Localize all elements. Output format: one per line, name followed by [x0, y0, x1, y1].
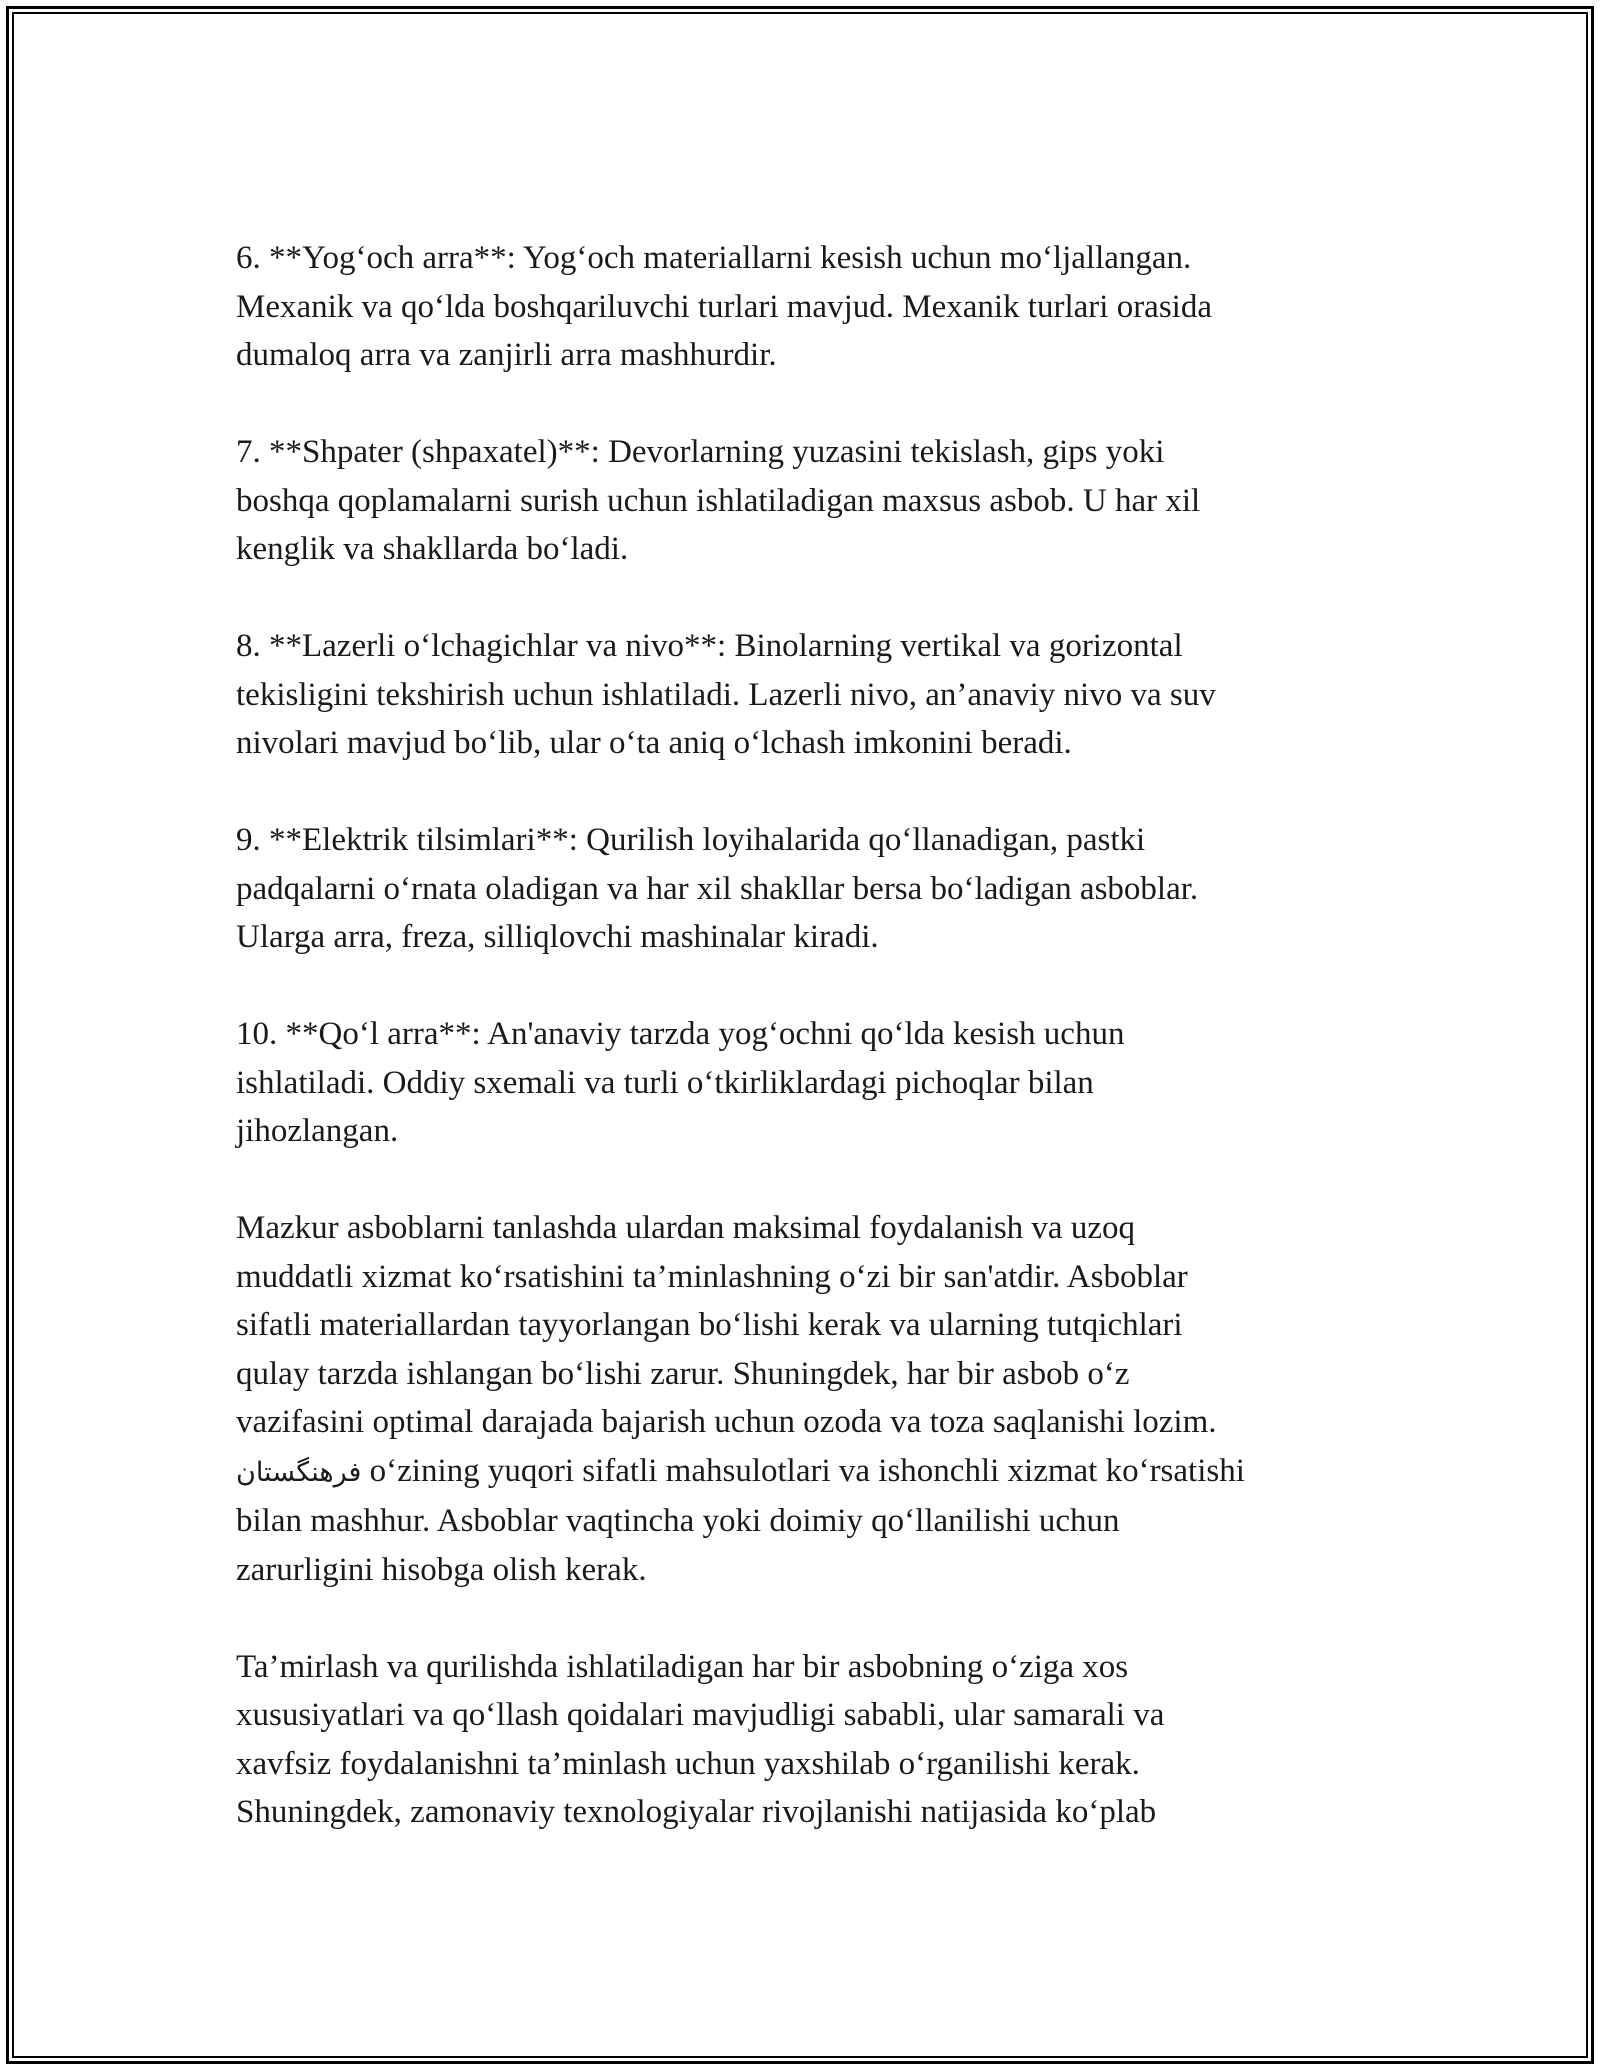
text-line: xavfsiz foydalanishni ta’minlash uchun yaxshilab o‘rganilishi kerak. [236, 1745, 1140, 1782]
text-line: Mexanik va qo‘lda boshqariluvchi turlari mavjud. Mexanik turlari orasida [236, 288, 1212, 325]
text-fragment: o‘zining yuqori sifatli mahsulotlari va ishonchli xizmat ko‘rsatishi [361, 1452, 1245, 1489]
text-line: tekisligini tekshirish uchun ishlatiladi. Lazerli nivo, an’anaviy nivo va suv [236, 676, 1216, 713]
text-line: 6. **Yog‘och arra**: Yog‘och materiallarni kesish uchun mo‘ljallangan. [236, 240, 1192, 276]
text-line: 10. **Qo‘l arra**: An'anaviy tarzda yog‘ochni qo‘lda kesish uchun [236, 1016, 1125, 1052]
paragraph-item-10 [236, 1010, 1366, 1156]
paragraph-item-6 [236, 234, 1366, 380]
text-line: nivolari mavjud bo‘lib, ular o‘ta aniq o‘lchash imkonini beradi. [236, 725, 1072, 761]
text-line: boshqa qoplamalarni surish uchun ishlatiladigan maxsus asbob. U har xil [236, 482, 1201, 519]
text-line: Shuningdek, zamonaviy texnologiyalar rivojlanishi natijasida ko‘plab [236, 1794, 1157, 1830]
text-line: zarurligini hisobga olish kerak. [236, 1551, 647, 1588]
text-line: sifatli materiallardan tayyorlangan bo‘lishi kerak va ularning tutqichlari [236, 1307, 1183, 1343]
text-line: 8. **Lazerli o‘lchagichlar va nivo**: Binolarning vertikal va gorizontal [236, 628, 1183, 664]
document-body [236, 234, 1366, 1885]
text-line: qulay tarzda ishlangan bo‘lishi zarur. Shuningdek, har bir asbob o‘z [236, 1355, 1130, 1392]
text-line: xususiyatlari va qo‘llash qoidalari mavjudligi sababli, ular samarali va [236, 1697, 1165, 1733]
mixed-script-line [236, 1447, 1366, 1498]
text-line: bilan mashhur. Asboblar vaqtincha yoki doimiy qo‘llanilishi uchun [236, 1503, 1120, 1539]
text-line: muddatli xizmat ko‘rsatishini ta’minlashning o‘zi bir san'atdir. Asboblar [236, 1258, 1188, 1295]
paragraph-item-7 [236, 428, 1366, 574]
text-line: 9. **Elektrik tilsimlari**: Qurilish loyihalarida qo‘llanadigan, pastki [236, 822, 1146, 858]
text-line: Ta’mirlash va qurilishda ishlatiladigan har bir asbobning o‘ziga xos [236, 1648, 1129, 1685]
paragraph-item-8 [236, 622, 1366, 768]
text-line: dumaloq arra va zanjirli arra mashhurdir. [236, 337, 777, 373]
text-line: Mazkur asboblarni tanlashda ulardan maksimal foydalanish va uzoq [236, 1210, 1135, 1246]
text-line: ishlatiladi. Oddiy sxemali va turli o‘tkirliklardagi pichoqlar bilan [236, 1064, 1094, 1101]
paragraph-repair-construction [236, 1643, 1366, 1837]
text-line: 7. **Shpater (shpaxatel)**: Devorlarning yuzasini tekislash, gips yoki [236, 434, 1165, 470]
text-line: padqalarni o‘rnata oladigan va har xil shakllar bersa bo‘ladigan asboblar. [236, 870, 1199, 907]
text-line: Ularga arra, freza, silliqlovchi mashinalar kiradi. [236, 919, 879, 955]
paragraph-item-9 [236, 816, 1366, 962]
persian-word: فرهنگستان [236, 1456, 362, 1488]
paragraph-tool-selection [236, 1204, 1366, 1594]
text-line: vazifasini optimal darajada bajarish uchun ozoda va toza saqlanishi lozim. [236, 1404, 1217, 1440]
text-line: jihozlangan. [236, 1113, 399, 1149]
text-line: kenglik va shakllarda bo‘ladi. [236, 531, 629, 567]
